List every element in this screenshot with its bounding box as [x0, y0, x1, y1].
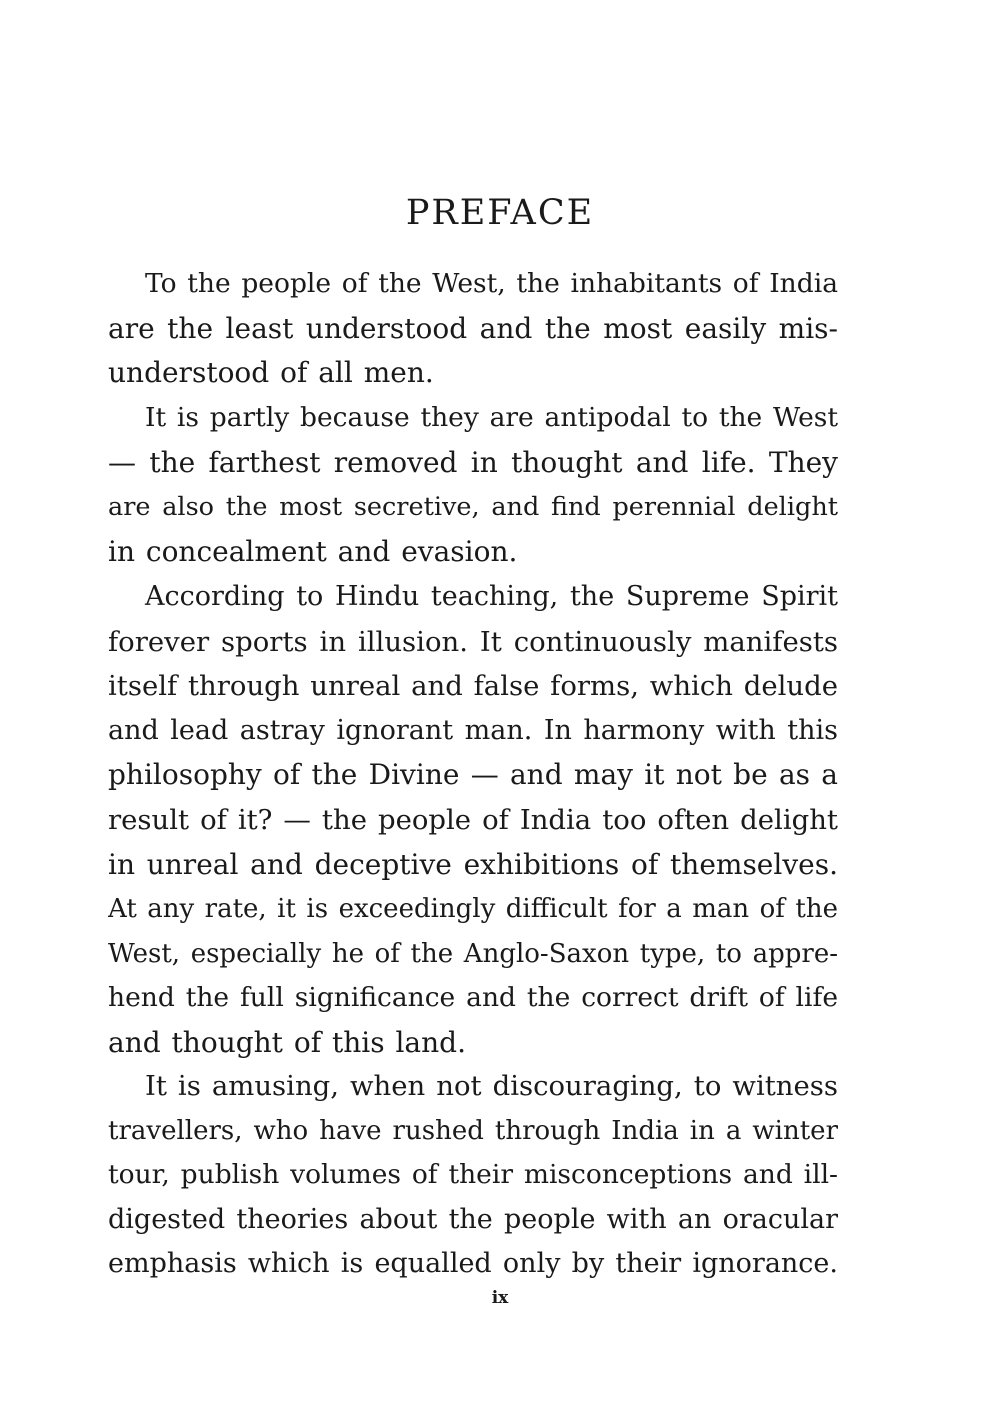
text-line: and lead astray ignorant man. In harmony with this: [108, 714, 838, 746]
text-line: travellers, who have rushed through India in a winter: [108, 1115, 838, 1146]
text-line: result of it? — the people of India too often delight: [108, 803, 838, 836]
text-line: It is amusing, when not discouraging, to witness: [145, 1070, 838, 1102]
paragraph-2: [108, 396, 838, 574]
paragraph-3: [108, 575, 838, 1066]
text-line: To the people of the West, the inhabitants of India: [145, 268, 838, 299]
text-line: understood of all men.: [108, 356, 434, 390]
paragraph-4: [108, 1064, 838, 1287]
text-line: emphasis which is equalled only by their ignorance.: [108, 1248, 838, 1280]
page-number: ix: [491, 1288, 509, 1308]
paragraph-1: [108, 262, 838, 396]
text-line: in unreal and deceptive exhibitions of themselves.: [108, 847, 838, 881]
text-line: digested theories about the people with an oracular: [108, 1203, 838, 1235]
text-line: According to Hindu teaching, the Supreme Spirit: [145, 581, 838, 612]
text-line: — the farthest removed in thought and life. They: [108, 445, 838, 479]
text-line: are also the most secretive, and find perennial delight: [108, 492, 838, 523]
text-line: philosophy of the Divine — and may it not be as a: [108, 758, 838, 792]
text-line: West, especially he of the Anglo-Saxon type, to appre-: [108, 938, 838, 969]
text-line: It is partly because they are antipodal to the West: [145, 402, 838, 433]
text-line: in concealment and evasion.: [108, 534, 518, 568]
text-line: and thought of this land.: [108, 1025, 466, 1059]
text-line: are the least understood and the most easily mis-: [108, 311, 838, 345]
text-line: tour, publish volumes of their misconceptions and ill-: [108, 1159, 838, 1191]
text-line: hend the full significance and the correct drift of life: [108, 982, 838, 1014]
page-title: PREFACE: [405, 193, 595, 233]
text-line: forever sports in illusion. It continuously manifests: [108, 625, 838, 658]
text-line: At any rate, it is exceedingly difficult for a man of the: [108, 894, 838, 925]
text-line: itself through unreal and false forms, which delude: [108, 670, 838, 703]
